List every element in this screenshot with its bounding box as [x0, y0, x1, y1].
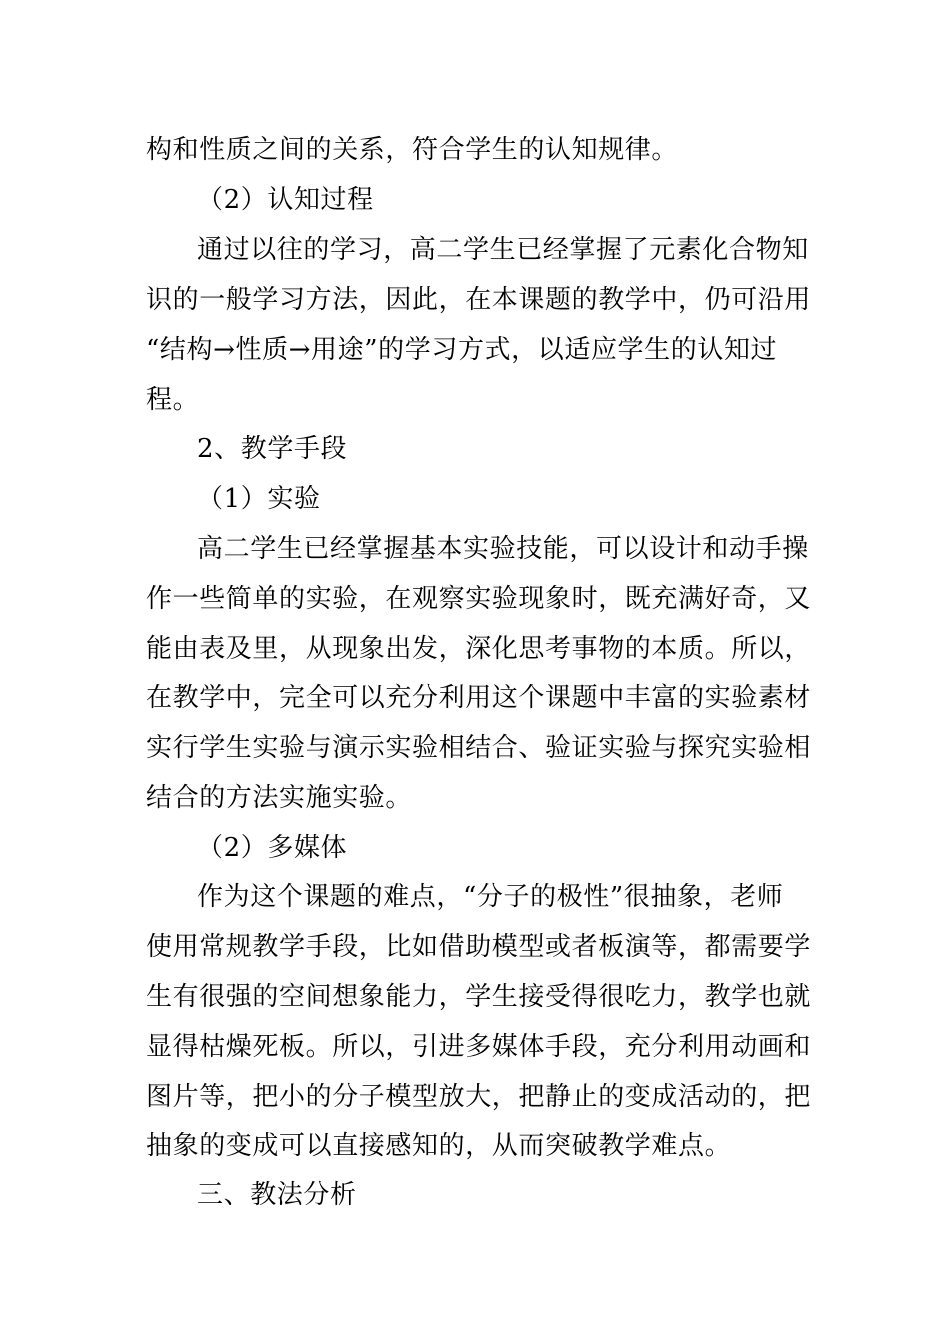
paragraph-line: 构和性质之间的关系，符合学生的认知规律。: [146, 135, 679, 165]
paragraph-line: 生有很强的空间想象能力，学生接受得很吃力，教学也就: [146, 982, 812, 1012]
section-heading-teaching-method-analysis: 三、教法分析: [197, 1180, 357, 1210]
paragraph-line: 高二学生已经掌握基本实验技能，可以设计和动手操: [197, 534, 809, 564]
paragraph-line: 通过以往的学习，高二学生已经掌握了元素化合物知: [197, 235, 809, 265]
subheading-cognitive-process: （2）认知过程: [197, 185, 374, 215]
paragraph-line: 程。: [146, 385, 200, 415]
paragraph-line: “结构→性质→用途”的学习方式，以适应学生的认知过: [146, 335, 778, 365]
paragraph-line: 在教学中，完全可以充分利用这个课题中丰富的实验素材: [146, 683, 812, 713]
paragraph-line: 显得枯燥死板。所以，引进多媒体手段，充分利用动画和: [146, 1032, 812, 1062]
paragraph-line: 作为这个课题的难点，“分子的极性”很抽象，老师: [197, 882, 784, 912]
subheading-multimedia: （2）多媒体: [197, 833, 348, 863]
subheading-experiment: （1）实验: [197, 484, 321, 514]
paragraph-line: 能由表及里，从现象出发，深化思考事物的本质。所以，: [146, 634, 812, 664]
paragraph-line: 使用常规教学手段，比如借助模型或者板演等，都需要学: [146, 932, 812, 962]
paragraph-line: 图片等，把小的分子模型放大，把静止的变成活动的，把: [146, 1082, 812, 1112]
paragraph-line: 识的一般学习方法，因此，在本课题的教学中，仍可沿用: [146, 285, 812, 315]
paragraph-line: 作一些简单的实验，在观察实验现象时，既充满好奇，又: [146, 584, 812, 614]
paragraph-line: 实行学生实验与演示实验相结合、验证实验与探究实验相: [146, 733, 812, 763]
paragraph-line: 结合的方法实施实验。: [146, 783, 413, 813]
paragraph-line: 抽象的变成可以直接感知的，从而突破教学难点。: [146, 1131, 732, 1161]
section-heading-teaching-means: 2、教学手段: [197, 434, 348, 464]
